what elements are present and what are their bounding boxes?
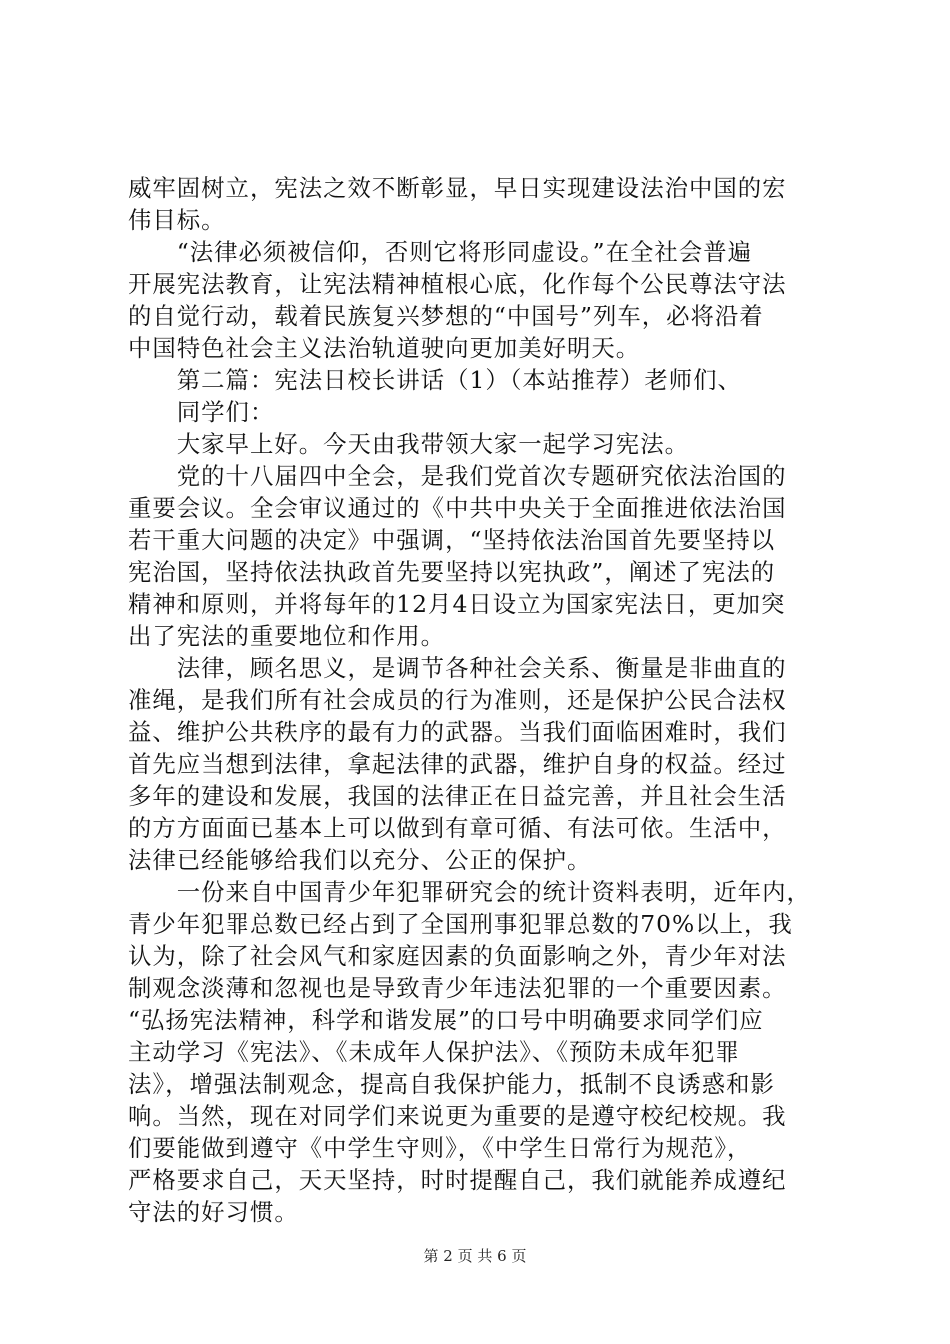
text-line: 威牢固树立，宪法之效不断彰显，早日实现建设法治中国的宏	[128, 174, 787, 202]
text-line: 中国特色社会主义法治轨道驶向更加美好明天。	[128, 334, 641, 362]
text-line: 伟目标。	[128, 206, 226, 234]
text-line: 响。当然，现在对同学们来说更为重要的是遵守校纪校规。我	[128, 1102, 787, 1130]
text-line: 重要会议。全会审议通过的《中共中央关于全面推进依法治国	[128, 494, 787, 522]
text-line: 守法的好习惯。	[128, 1198, 299, 1226]
text-line: 精神和原则，并将每年的12月4日设立为国家宪法日，更加突	[128, 590, 786, 618]
text-line: 一份来自中国青少年犯罪研究会的统计资料表明，近年内，	[128, 878, 811, 906]
text-line: 益、维护公共秩序的最有力的武器。当我们面临困难时，我们	[128, 718, 787, 746]
text-line: 的方方面面已基本上可以做到有章可循、有法可依。生活中，	[128, 814, 787, 842]
text-line: “法律必须被信仰，否则它将形同虚设。”在全社会普遍	[128, 238, 752, 266]
text-line: 制观念淡薄和忽视也是导致青少年违法犯罪的一个重要因素。	[128, 974, 787, 1002]
page-footer: 第 2 页 共 6 页	[423, 1247, 527, 1265]
text-line: 主动学习《宪法》、《未成年人保护法》、《预防未成年犯罪	[128, 1038, 740, 1066]
text-line: 同学们：	[128, 398, 275, 426]
text-line: 认为，除了社会风气和家庭因素的负面影响之外，青少年对法	[128, 942, 787, 970]
text-line: 开展宪法教育，让宪法精神植根心底，化作每个公民尊法守法	[128, 270, 787, 298]
text-line: 出了宪法的重要地位和作用。	[128, 622, 446, 650]
text-line: 大家早上好。今天由我带领大家一起学习宪法。	[128, 430, 689, 458]
text-line: 若干重大问题的决定》中强调，“坚持依法治国首先要坚持以	[128, 526, 776, 554]
text-line: 法律已经能够给我们以充分、公正的保护。	[128, 846, 592, 874]
text-line: 的自觉行动，载着民族复兴梦想的“中国号”列车，必将沿着	[128, 302, 764, 330]
text-line: 们要能做到遵守《中学生守则》，《中学生日常行为规范》，	[128, 1134, 752, 1162]
text-line: 严格要求自己，天天坚持，时时提醒自己，我们就能养成遵纪	[128, 1166, 787, 1194]
text-line: 青少年犯罪总数已经占到了全国刑事犯罪总数的70%以上，我	[128, 910, 793, 938]
text-line: 法》，增强法制观念，提高自我保护能力，抵制不良诱惑和影	[128, 1070, 775, 1098]
text-line: 准绳，是我们所有社会成员的行为准则，还是保护公民合法权	[128, 686, 787, 714]
text-line: “弘扬宪法精神，科学和谐发展”的口号中明确要求同学们应	[128, 1006, 764, 1034]
text-line: 首先应当想到法律，拿起法律的武器，维护自身的权益。经过	[128, 750, 787, 778]
text-line: 第二篇：宪法日校长讲话（1）（本站推荐）老师们、	[128, 366, 742, 394]
document-body	[128, 172, 828, 1228]
text-line: 法律，顾名思义，是调节各种社会关系、衡量是非曲直的	[128, 654, 787, 682]
text-line: 党的十八届四中全会，是我们党首次专题研究依法治国的	[128, 462, 787, 490]
text-line: 多年的建设和发展，我国的法律正在日益完善，并且社会生活	[128, 782, 787, 810]
text-line: 宪治国，坚持依法执政首先要坚持以宪执政”，阐述了宪法的	[128, 558, 776, 586]
